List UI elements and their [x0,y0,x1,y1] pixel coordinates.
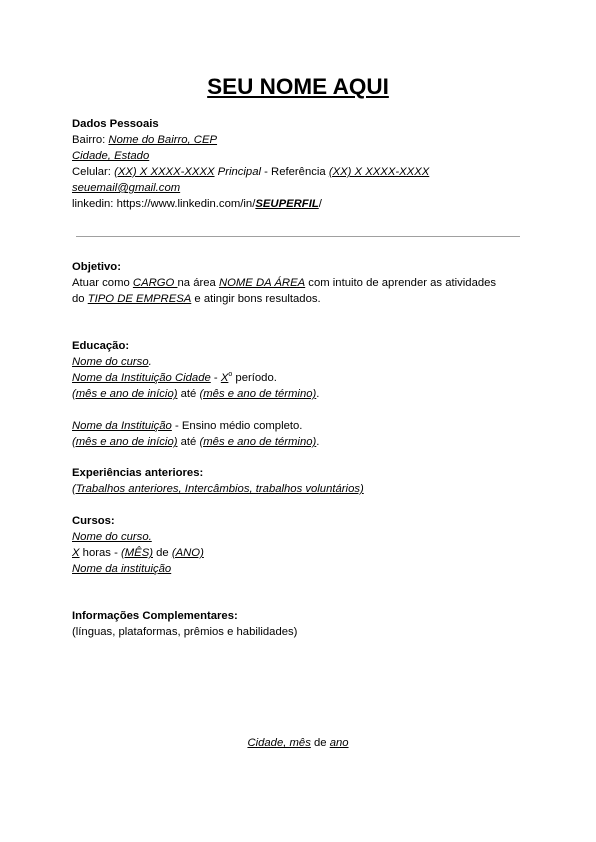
celular-value: (XX) X XXXX-XXXX [114,166,215,178]
personal-section [72,116,532,212]
linkedin-suffix: / [318,198,322,210]
additional-heading: Informações Complementares: [72,610,238,622]
start-date: (mês e ano de início) [72,388,178,400]
period-number: X [220,372,229,384]
principal-label: Principal [214,166,261,178]
horizontal-divider [76,236,520,237]
objective-line-1 [72,275,532,291]
objective-line-2 [72,291,532,307]
course-institution: Nome da instituição [72,563,172,575]
email-line [72,180,532,196]
education-heading: Educação: [72,340,130,352]
until-label: até [177,388,200,400]
celular-line [72,164,532,180]
page-title: SEU NOME AQUI [207,74,389,99]
objective-heading: Objetivo: [72,261,121,273]
course-name: Nome do curso. [72,531,152,543]
experience-heading: Experiências anteriores: [72,467,204,479]
spacer [72,402,532,418]
cidade-value: Cidade, Estado [72,150,150,162]
highschool-institution: Nome da Instituição [72,420,172,432]
bairro-line [72,132,532,148]
courses-heading: Cursos: [72,515,115,527]
empresa-placeholder: TIPO DE EMPRESA [87,293,192,305]
course-de: de [153,547,172,559]
course-name: Nome do curso [72,356,149,368]
objective-section [72,259,532,307]
additional-section [72,608,532,640]
email-value: seuemail@gmail.com [72,182,181,194]
experience-text: (Trabalhos anteriores, Intercâmbios, trabalhos voluntários) [72,483,364,495]
education-highschool-dates-line [72,434,532,450]
footer-de: de [310,737,330,749]
end-date: (mês e ano de término) [199,436,317,448]
education-section [72,338,532,450]
education-institution-line [72,370,532,386]
hours-text: horas - [79,547,121,559]
objective-text: com intuito de aprender as atividades [305,277,497,289]
institution-separator: - [210,372,221,384]
linkedin-line [72,196,532,212]
dates-dot: . [316,436,320,448]
course-year: (ANO) [171,547,204,559]
highschool-text: - Ensino médio completo. [171,420,303,432]
period-ordinal: o [228,371,233,379]
hours-number: X [72,547,80,559]
education-highschool-line [72,418,532,434]
objective-text: Atuar como [72,277,133,289]
footer-year: ano [329,737,349,749]
referencia-value: (XX) X XXXX-XXXX [328,166,430,178]
end-date: (mês e ano de término) [199,388,317,400]
personal-heading: Dados Pessoais [72,118,159,130]
area-placeholder: NOME DA ÁREA [218,277,306,289]
course-month: (MÊS) [120,547,153,559]
start-date: (mês e ano de início) [72,436,178,448]
period-text: período. [232,372,277,384]
additional-text: (línguas, plataformas, prêmios e habilidades) [72,626,298,638]
courses-section [72,513,532,577]
until-label: até [177,436,200,448]
objective-text: e atingir bons resultados. [191,293,321,305]
footer-city-month: Cidade, mês [247,737,311,749]
education-course-line [72,354,532,370]
cargo-placeholder: CARGO [132,277,178,289]
courses-name-line [72,529,532,545]
celular-label: Celular: [72,166,115,178]
objective-text: do [72,293,88,305]
objective-text: na área [177,277,219,289]
institution-city: Nome da Instituição Cidade [72,372,211,384]
cidade-line [72,148,532,164]
linkedin-profile: SEUPERFIL [255,198,319,210]
experience-section [72,465,532,497]
courses-institution-line [72,561,532,577]
education-dates-line [72,386,532,402]
signature-line [0,735,596,751]
linkedin-prefix: linkedin: https://www.linkedin.com/in/ [72,198,256,210]
bairro-value: Nome do Bairro, CEP [108,134,218,146]
referencia-label: - Referência [261,166,329,178]
course-dot: . [148,356,152,368]
dates-dot: . [316,388,320,400]
bairro-label: Bairro: [72,134,109,146]
courses-hours-line [72,545,532,561]
experience-line [72,481,532,497]
